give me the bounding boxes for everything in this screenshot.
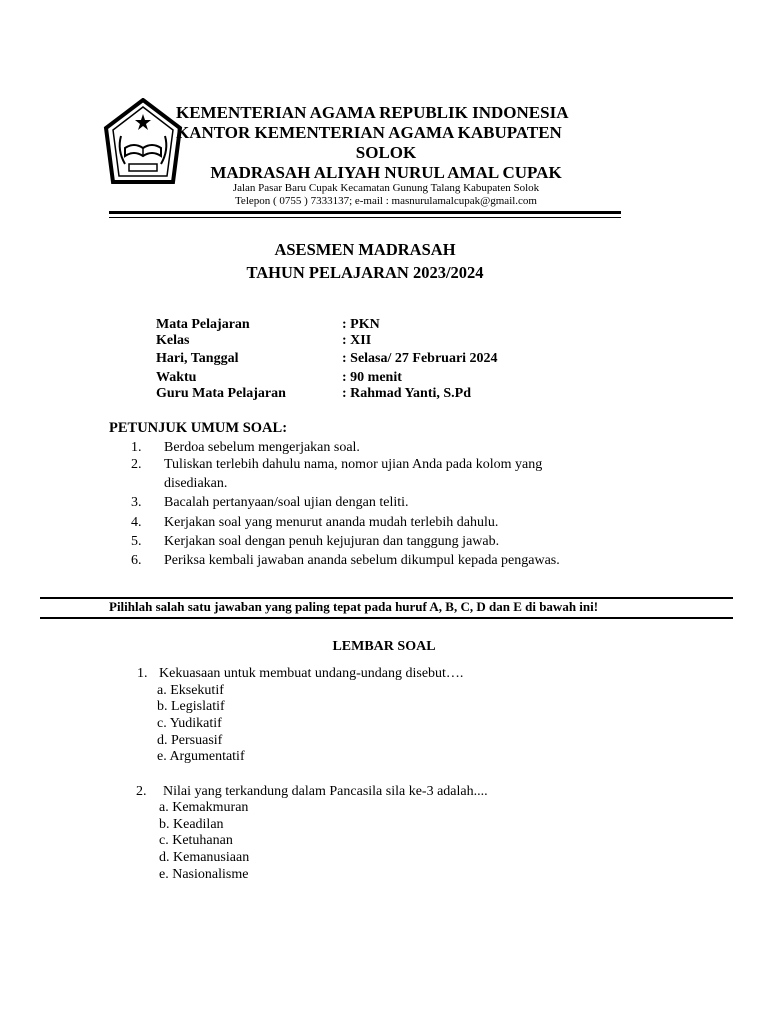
instruction-number: 4. [131,515,142,530]
ministry-name: KEMENTERIAN AGAMA REPUBLIK INDONESIA [176,103,569,122]
office-name: KANTOR KEMENTERIAN AGAMA KABUPATEN [176,123,562,142]
exam-year: TAHUN PELAJARAN 2023/2024 [246,263,484,282]
answer-instruction: Pilihlah salah satu jawaban yang paling tepat pada huruf A, B, C, D dan E di bawah ini! [109,599,599,614]
answer-option: c. Ketuhanan [159,833,233,848]
info-value-teacher: : Rahmad Yanti, S.Pd [342,386,472,401]
question-number: 1. [137,666,148,681]
info-value-class: : XII [342,333,372,348]
answer-option: d. Persuasif [157,733,223,748]
question-number: 2. [136,784,147,799]
instruction-text: Tuliskan terlebih dahulu nama, nomor ujian Anda pada kolom yang [164,457,543,472]
answer-option: b. Keadilan [159,817,224,832]
instruction-text: Kerjakan soal dengan penuh kejujuran dan tanggung jawab. [164,534,500,549]
answer-option: a. Kemakmuran [159,800,249,815]
exam-title: ASESMEN MADRASAH [274,240,456,259]
instruction-text: Kerjakan soal yang menurut ananda mudah terlebih dahulu. [164,515,499,530]
instructions-heading: PETUNJUK UMUM SOAL: [109,420,288,436]
answer-option: d. Kemanusiaan [159,850,250,865]
answer-option: c. Yudikatif [157,716,222,731]
school-contact: Telepon ( 0755 ) 7333137; e-mail : masnurulamalcupak@gmail.com [234,195,537,207]
info-label-date: Hari, Tanggal [156,351,239,366]
instruction-number: 2. [131,457,142,472]
ministry-emblem-icon [103,98,183,186]
question-text: Nilai yang terkandung dalam Pancasila sila ke-3 adalah.... [163,784,488,799]
instruction-text: Periksa kembali jawaban ananda sebelum dikumpul kepada pengawas. [164,553,560,568]
info-label-time: Waktu [156,370,197,385]
office-region: SOLOK [355,143,417,162]
answer-option: e. Nasionalisme [159,867,249,882]
question-text: Kekuasaan untuk membuat undang-undang disebut…. [159,666,464,681]
section-title: LEMBAR SOAL [332,639,436,654]
instruction-text-continued: disediakan. [164,476,228,491]
school-address: Jalan Pasar Baru Cupak Kecamatan Gunung Talang Kabupaten Solok [232,182,540,194]
info-label-teacher: Guru Mata Pelajaran [156,386,286,401]
school-name: MADRASAH ALIYAH NURUL AMAL CUPAK [210,163,562,182]
notice-rule-bottom [40,617,733,619]
instruction-text: Berdoa sebelum mengerjakan soal. [164,440,360,455]
info-value-time: : 90 menit [342,370,402,385]
info-value-subject: : PKN [342,317,380,332]
instruction-number: 5. [131,534,142,549]
answer-option: e. Argumentatif [157,749,245,764]
info-label-subject: Mata Pelajaran [156,317,250,332]
answer-option: a. Eksekutif [157,683,224,698]
instruction-text: Bacalah pertanyaan/soal ujian dengan teliti. [164,495,409,510]
instruction-number: 6. [131,553,142,568]
instruction-number: 3. [131,495,142,510]
answer-option: b. Legislatif [157,699,225,714]
header-rule-thick [109,211,621,214]
header-rule-thin [109,217,621,218]
info-label-class: Kelas [156,333,190,348]
info-value-date: : Selasa/ 27 Februari 2024 [342,351,498,366]
instruction-number: 1. [131,440,142,455]
